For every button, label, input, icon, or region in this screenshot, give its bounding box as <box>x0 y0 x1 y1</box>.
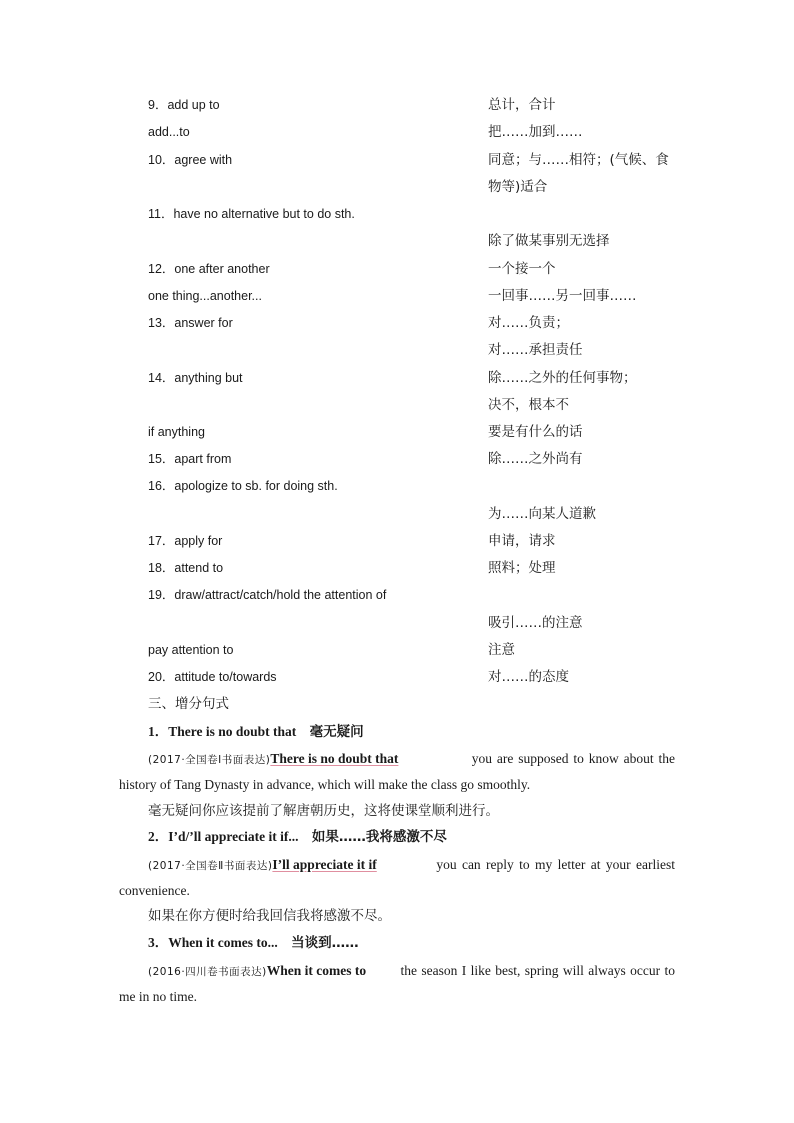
vocab-zh-19b: 注意 <box>488 642 515 658</box>
example-translation: 毫无疑问你应该提前了解唐朝历史，这将使课堂顺利进行。 <box>148 803 499 819</box>
vocab-en-16: 16．apologize to sb. for doing sth. <box>148 479 338 493</box>
example-phrase: When it comes to <box>266 963 367 978</box>
vocab-zh-13-cont: 对……承担责任 <box>488 342 583 358</box>
vocab-en-17: 17．apply for <box>148 534 223 548</box>
example-line-1 <box>148 857 675 874</box>
pattern-heading-en: I’d/’ll appreciate it if... <box>168 829 299 844</box>
vocab-zh-9: 总计，合计 <box>488 97 556 113</box>
vocab-zh-20: 对……的态度 <box>488 669 569 685</box>
vocab-zh-14-cont: 决不，根本不 <box>488 397 569 413</box>
vocab-en-9b: add...to <box>148 125 190 139</box>
vocab-zh-10: 同意；与……相符；(气候、食 <box>488 152 669 168</box>
pattern-number: 3． <box>148 935 169 950</box>
example-line-2: convenience. <box>119 883 190 898</box>
vocab-en-12b: one thing...another... <box>148 289 262 303</box>
vocab-zh-12b: 一回事……另一回事…… <box>488 288 637 304</box>
pattern-heading <box>148 829 447 845</box>
example-source: (2017·全国卷Ⅱ书面表达) <box>148 860 273 872</box>
vocab-en-11: 11．have no alternative but to do sth. <box>148 207 355 221</box>
vocab-zh-13: 对……负责； <box>488 315 569 331</box>
vocab-zh-14: 除……之外的任何事物； <box>488 370 637 386</box>
vocab-en-14: 14．anything but <box>148 371 243 385</box>
example-text: you can reply to my letter at your earliest <box>436 857 675 872</box>
vocab-en-10: 10．agree with <box>148 153 233 167</box>
pattern-heading-en: There is no doubt that <box>168 724 297 739</box>
vocab-zh-10-cont: 物等)适合 <box>488 179 548 195</box>
pattern-heading <box>148 724 364 740</box>
vocab-zh-18: 照料；处理 <box>488 560 556 576</box>
vocab-zh-9b: 把……加到…… <box>488 124 583 140</box>
example-phrase: I’ll appreciate it if <box>272 857 377 872</box>
example-phrase: There is no doubt that <box>270 751 399 766</box>
pattern-heading-en: When it comes to... <box>168 935 278 950</box>
vocab-en-14b: if anything <box>148 425 205 439</box>
example-source: (2017·全国卷Ⅰ书面表达) <box>148 754 271 766</box>
vocab-en-13: 13．answer for <box>148 316 233 330</box>
vocab-zh-17: 申请，请求 <box>488 533 556 549</box>
example-text: you are supposed to know about the <box>471 751 675 766</box>
example-line-2: me in no time. <box>119 989 197 1004</box>
vocab-zh-19: 吸引……的注意 <box>488 615 583 631</box>
vocab-en-18: 18．attend to <box>148 561 224 575</box>
pattern-heading-zh: 当谈到…… <box>291 935 359 951</box>
vocab-zh-12: 一个接一个 <box>488 261 556 277</box>
vocab-zh-16: 为……向某人道歉 <box>488 506 596 522</box>
pattern-heading-zh: 如果……我将感激不尽 <box>311 829 447 845</box>
vocab-en-19b: pay attention to <box>148 643 234 657</box>
vocab-en-20: 20．attitude to/towards <box>148 670 277 684</box>
example-line-1 <box>148 751 675 768</box>
pattern-number: 1． <box>148 724 169 739</box>
pattern-heading-zh: 毫无疑问 <box>309 724 364 740</box>
vocab-en-9: 9．add up to <box>148 98 220 112</box>
example-text: the season I like best, spring will always occur to <box>400 963 675 978</box>
example-source: (2016·四川卷书面表达) <box>148 966 267 978</box>
pattern-heading <box>148 935 359 951</box>
vocab-zh-14b: 要是有什么的话 <box>488 424 583 440</box>
vocab-en-15: 15．apart from <box>148 452 232 466</box>
vocab-en-12: 12．one after another <box>148 262 270 276</box>
vocab-zh-15: 除……之外尚有 <box>488 451 583 467</box>
vocab-zh-11: 除了做某事别无选择 <box>488 233 610 249</box>
pattern-number: 2． <box>148 829 169 844</box>
vocab-en-19: 19．draw/attract/catch/hold the attention of <box>148 588 387 602</box>
example-line-1 <box>148 963 675 980</box>
section-title: 三、增分句式 <box>148 696 229 712</box>
example-line-2: history of Tang Dynasty in advance, which will make the class go smoothly. <box>119 777 531 792</box>
example-translation: 如果在你方便时给我回信我将感激不尽。 <box>148 908 391 924</box>
